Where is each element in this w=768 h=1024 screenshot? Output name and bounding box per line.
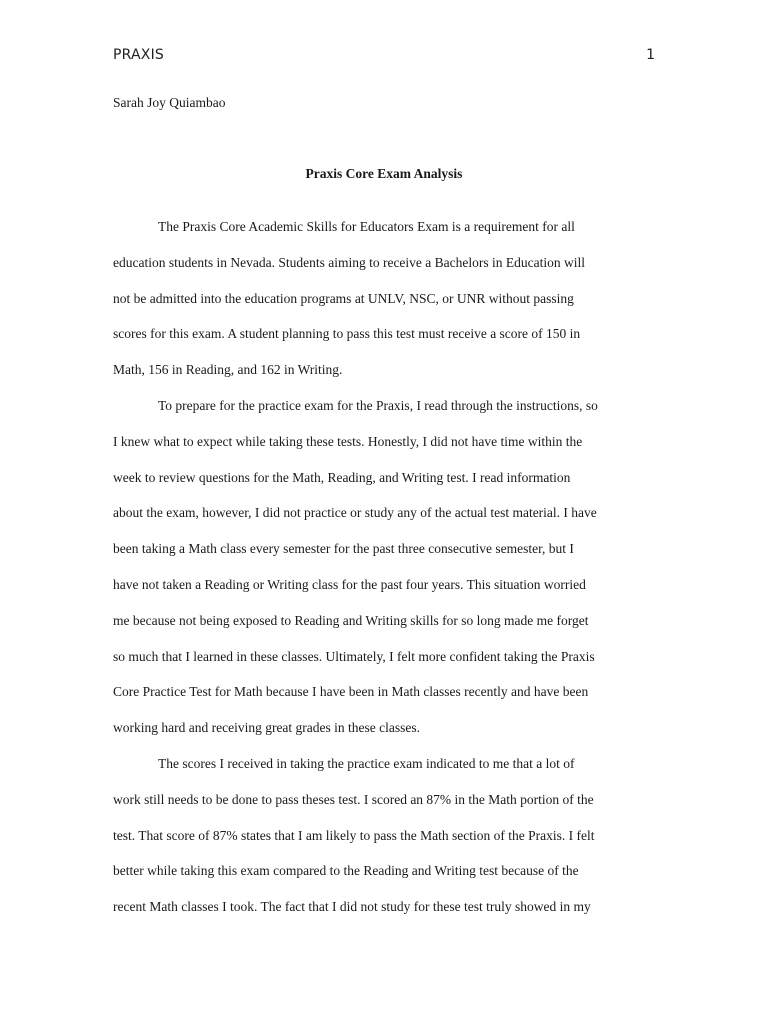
author-name: Sarah Joy Quiambao <box>113 95 226 110</box>
paragraph-line: about the exam, however, I did not practice or study any of the actual test material. I have <box>113 505 597 521</box>
paragraph-line: not be admitted into the education programs at UNLV, NSC, or UNR without passing <box>113 290 574 306</box>
paragraph-line: have not taken a Reading or Writing class for the past four years. This situation worried <box>113 576 586 592</box>
paragraph-line: To prepare for the practice exam for the Praxis, I read through the instructions, so <box>158 397 598 413</box>
paragraph-line: test. That score of 87% states that I am likely to pass the Math section of the Praxis. I felt <box>113 827 595 843</box>
paragraph-line: education students in Nevada. Students aiming to receive a Bachelors in Education will <box>113 254 585 270</box>
paragraph-line: week to review questions for the Math, Reading, and Writing test. I read information <box>113 469 571 485</box>
paragraph-line: Math, 156 in Reading, and 162 in Writing. <box>113 362 343 378</box>
paragraph-line: recent Math classes I took. The fact that I did not study for these test truly showed in my <box>113 899 591 915</box>
paragraph-line: The scores I received in taking the practice exam indicated to me that a lot of <box>158 755 575 771</box>
document-body <box>113 209 673 925</box>
paragraph-line: working hard and receiving great grades in these classes. <box>113 720 421 736</box>
paragraph-line: The Praxis Core Academic Skills for Educators Exam is a requirement for all <box>158 219 575 234</box>
paragraph-line: scores for this exam. A student planning to pass this test must receive a score of 150 in <box>113 326 581 342</box>
running-head: PRAXIS <box>113 47 164 63</box>
paragraph-line: I knew what to expect while taking these tests. Honestly, I did not have time within the <box>113 433 583 449</box>
page-number: 1 <box>646 47 655 63</box>
paragraph-line: me because not being exposed to Reading and Writing skills for so long made me forget <box>113 612 589 628</box>
paragraph-line: so much that I learned in these classes. Ultimately, I felt more confident taking the Praxis <box>113 648 595 664</box>
document-title: Praxis Core Exam Analysis <box>305 166 463 181</box>
paragraph-line: Core Practice Test for Math because I have been in Math classes recently and have been <box>113 684 589 700</box>
paragraph-line: better while taking this exam compared to the Reading and Writing test because of the <box>113 863 579 879</box>
paragraph-line: work still needs to be done to pass theses test. I scored an 87% in the Math portion of the <box>113 791 594 807</box>
paragraph-line: been taking a Math class every semester for the past three consecutive semester, but I <box>113 541 574 557</box>
